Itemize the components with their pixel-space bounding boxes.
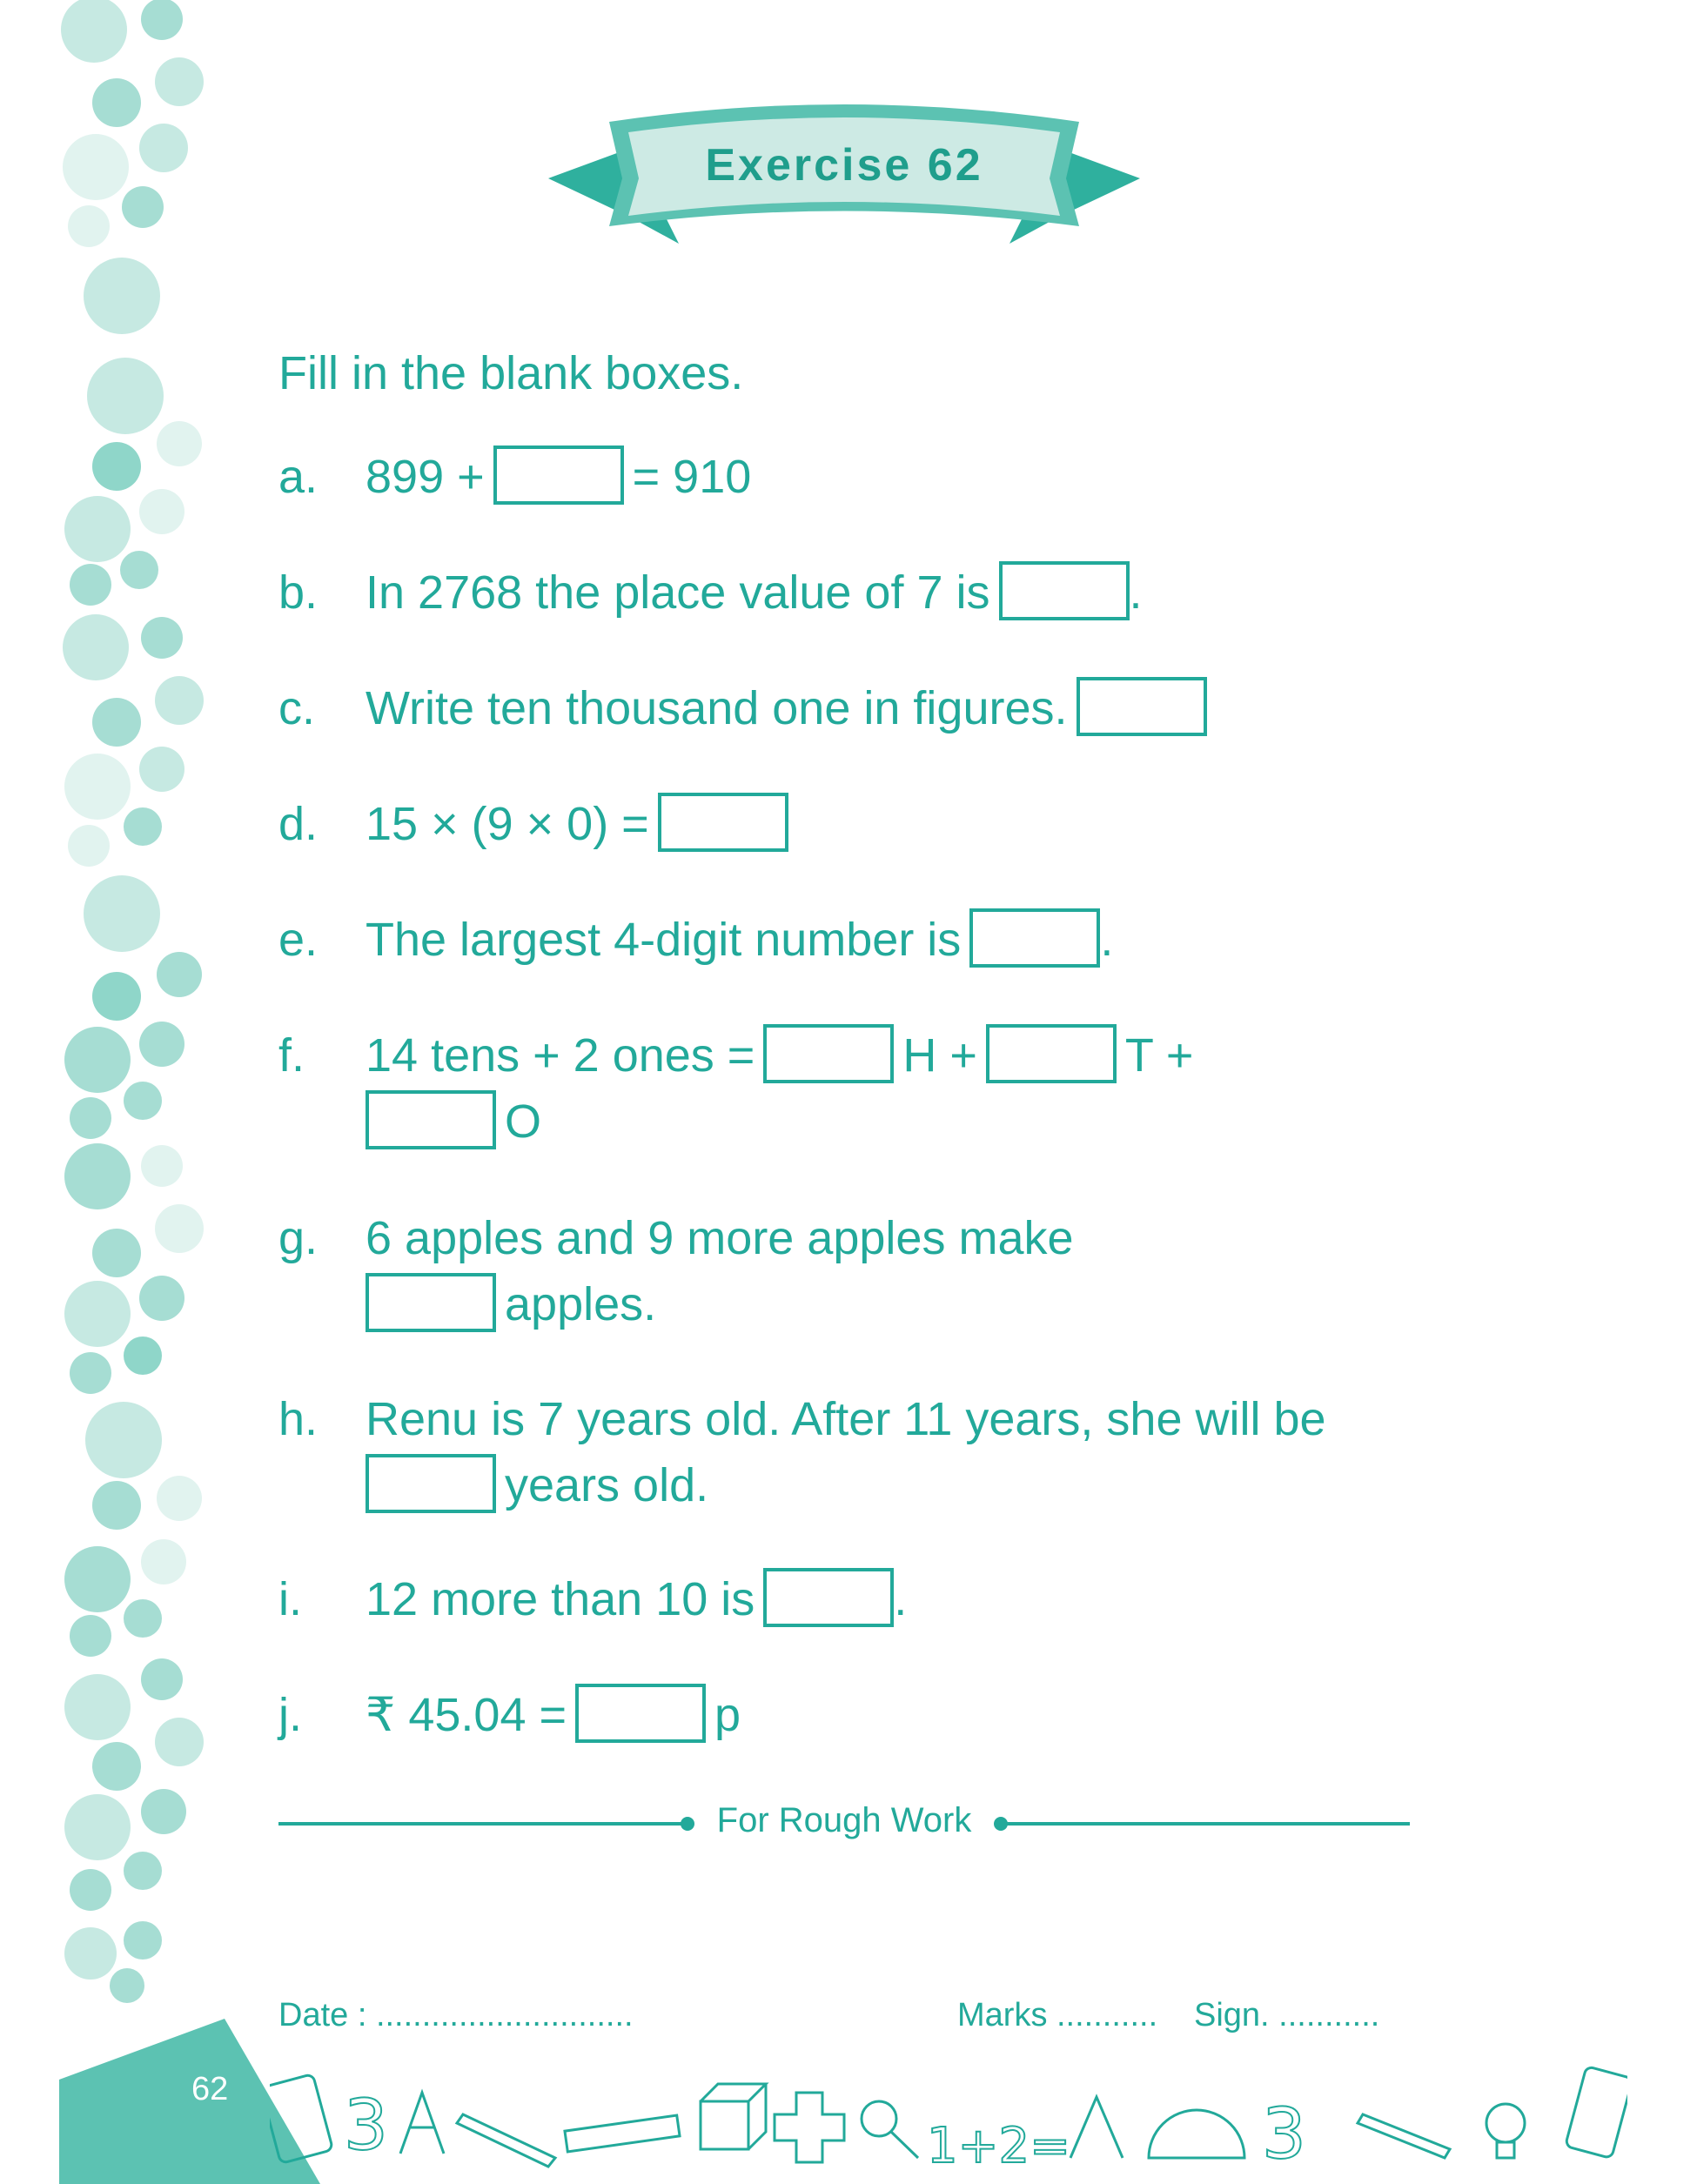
question-text: ₹ 45.04 = [366, 1689, 567, 1741]
question-text-after: apples. [505, 1278, 657, 1330]
question-text-after: . [1129, 566, 1143, 619]
question-letter: c. [278, 682, 316, 734]
math-doodles-strip [270, 2062, 1627, 2175]
magnifier-icon [862, 2101, 918, 2158]
number-three-icon-2: 3 [1262, 2094, 1306, 2174]
question-text-after: . [894, 1573, 908, 1625]
question-text: Write ten thousand one in figures. [366, 682, 1068, 734]
compass-icon-2 [1070, 2097, 1123, 2158]
cube-icon [701, 2084, 766, 2149]
answer-box[interactable] [1077, 677, 1207, 736]
divider-line-left [278, 1822, 688, 1826]
lightbulb-icon [1486, 2104, 1525, 2158]
question-letter: b. [278, 566, 319, 619]
question-text: Renu is 7 years old. After 11 years, she will be [366, 1393, 1326, 1445]
question-text: The largest 4-digit number is [366, 914, 962, 966]
pencil-icon [457, 2114, 555, 2167]
number-three-icon: 3 [344, 2085, 388, 2166]
protractor-icon [1149, 2110, 1244, 2158]
page-number: 62 [191, 2071, 229, 2107]
ones-label: O [505, 1095, 542, 1148]
question-text: 15 × (9 × 0) = [366, 798, 649, 850]
ruler-icon [565, 2115, 680, 2152]
answer-box[interactable] [658, 793, 788, 852]
question-text: 14 tens + 2 ones = [366, 1029, 755, 1082]
compass-icon [400, 2093, 444, 2154]
question-text-after: p [714, 1689, 741, 1741]
rough-work-label: For Rough Work [716, 1801, 972, 1839]
rough-work-divider [278, 1801, 1410, 1845]
one-plus-two-icon: 1+2= [927, 2118, 1071, 2174]
decorative-dots [0, 0, 226, 2088]
sign-field: Sign. ........... [1194, 1997, 1380, 2033]
question-letter: g. [278, 1212, 319, 1264]
question-text-after: = 910 [632, 451, 752, 503]
hundreds-label: H + [902, 1029, 977, 1082]
question-text: In 2768 the place value of 7 is [366, 566, 990, 619]
cross-shape-icon [775, 2093, 844, 2162]
tens-label: T + [1124, 1029, 1194, 1082]
question-letter: d. [278, 798, 319, 850]
question-letter: h. [278, 1393, 319, 1445]
calculator-icon [270, 2074, 333, 2164]
calculator-icon-2 [1565, 2067, 1627, 2159]
instruction-text: Fill in the blank boxes. [278, 347, 744, 399]
answer-box[interactable] [969, 908, 1100, 968]
divider-dot-left [681, 1817, 694, 1831]
page-title: Exercise 62 [705, 140, 983, 191]
question-letter: f. [278, 1029, 305, 1082]
answer-box[interactable] [493, 446, 624, 505]
question-text-after: . [1100, 914, 1114, 966]
answer-box[interactable] [575, 1684, 706, 1743]
question-text: 6 apples and 9 more apples make [366, 1212, 1074, 1264]
question-text: 12 more than 10 is [366, 1573, 755, 1625]
answer-box[interactable] [763, 1568, 894, 1627]
question-letter: i. [278, 1573, 302, 1625]
question-letter: e. [278, 914, 319, 966]
answer-box[interactable] [366, 1454, 496, 1513]
answer-box[interactable] [366, 1273, 496, 1332]
question-letter: j. [278, 1689, 302, 1741]
question-text-after: years old. [505, 1459, 709, 1511]
divider-line-right [1001, 1822, 1410, 1826]
answer-box-tens[interactable] [986, 1024, 1117, 1083]
answer-box-ones[interactable] [366, 1090, 496, 1149]
date-field: Date : ............................ [278, 1997, 634, 2033]
marks-field: Marks ........... [957, 1997, 1158, 2033]
question-letter: a. [278, 451, 319, 503]
answer-box-hundreds[interactable] [763, 1024, 894, 1083]
question-text: 899 + [366, 451, 485, 503]
pencil-icon-2 [1358, 2114, 1450, 2158]
answer-box[interactable] [999, 561, 1130, 620]
